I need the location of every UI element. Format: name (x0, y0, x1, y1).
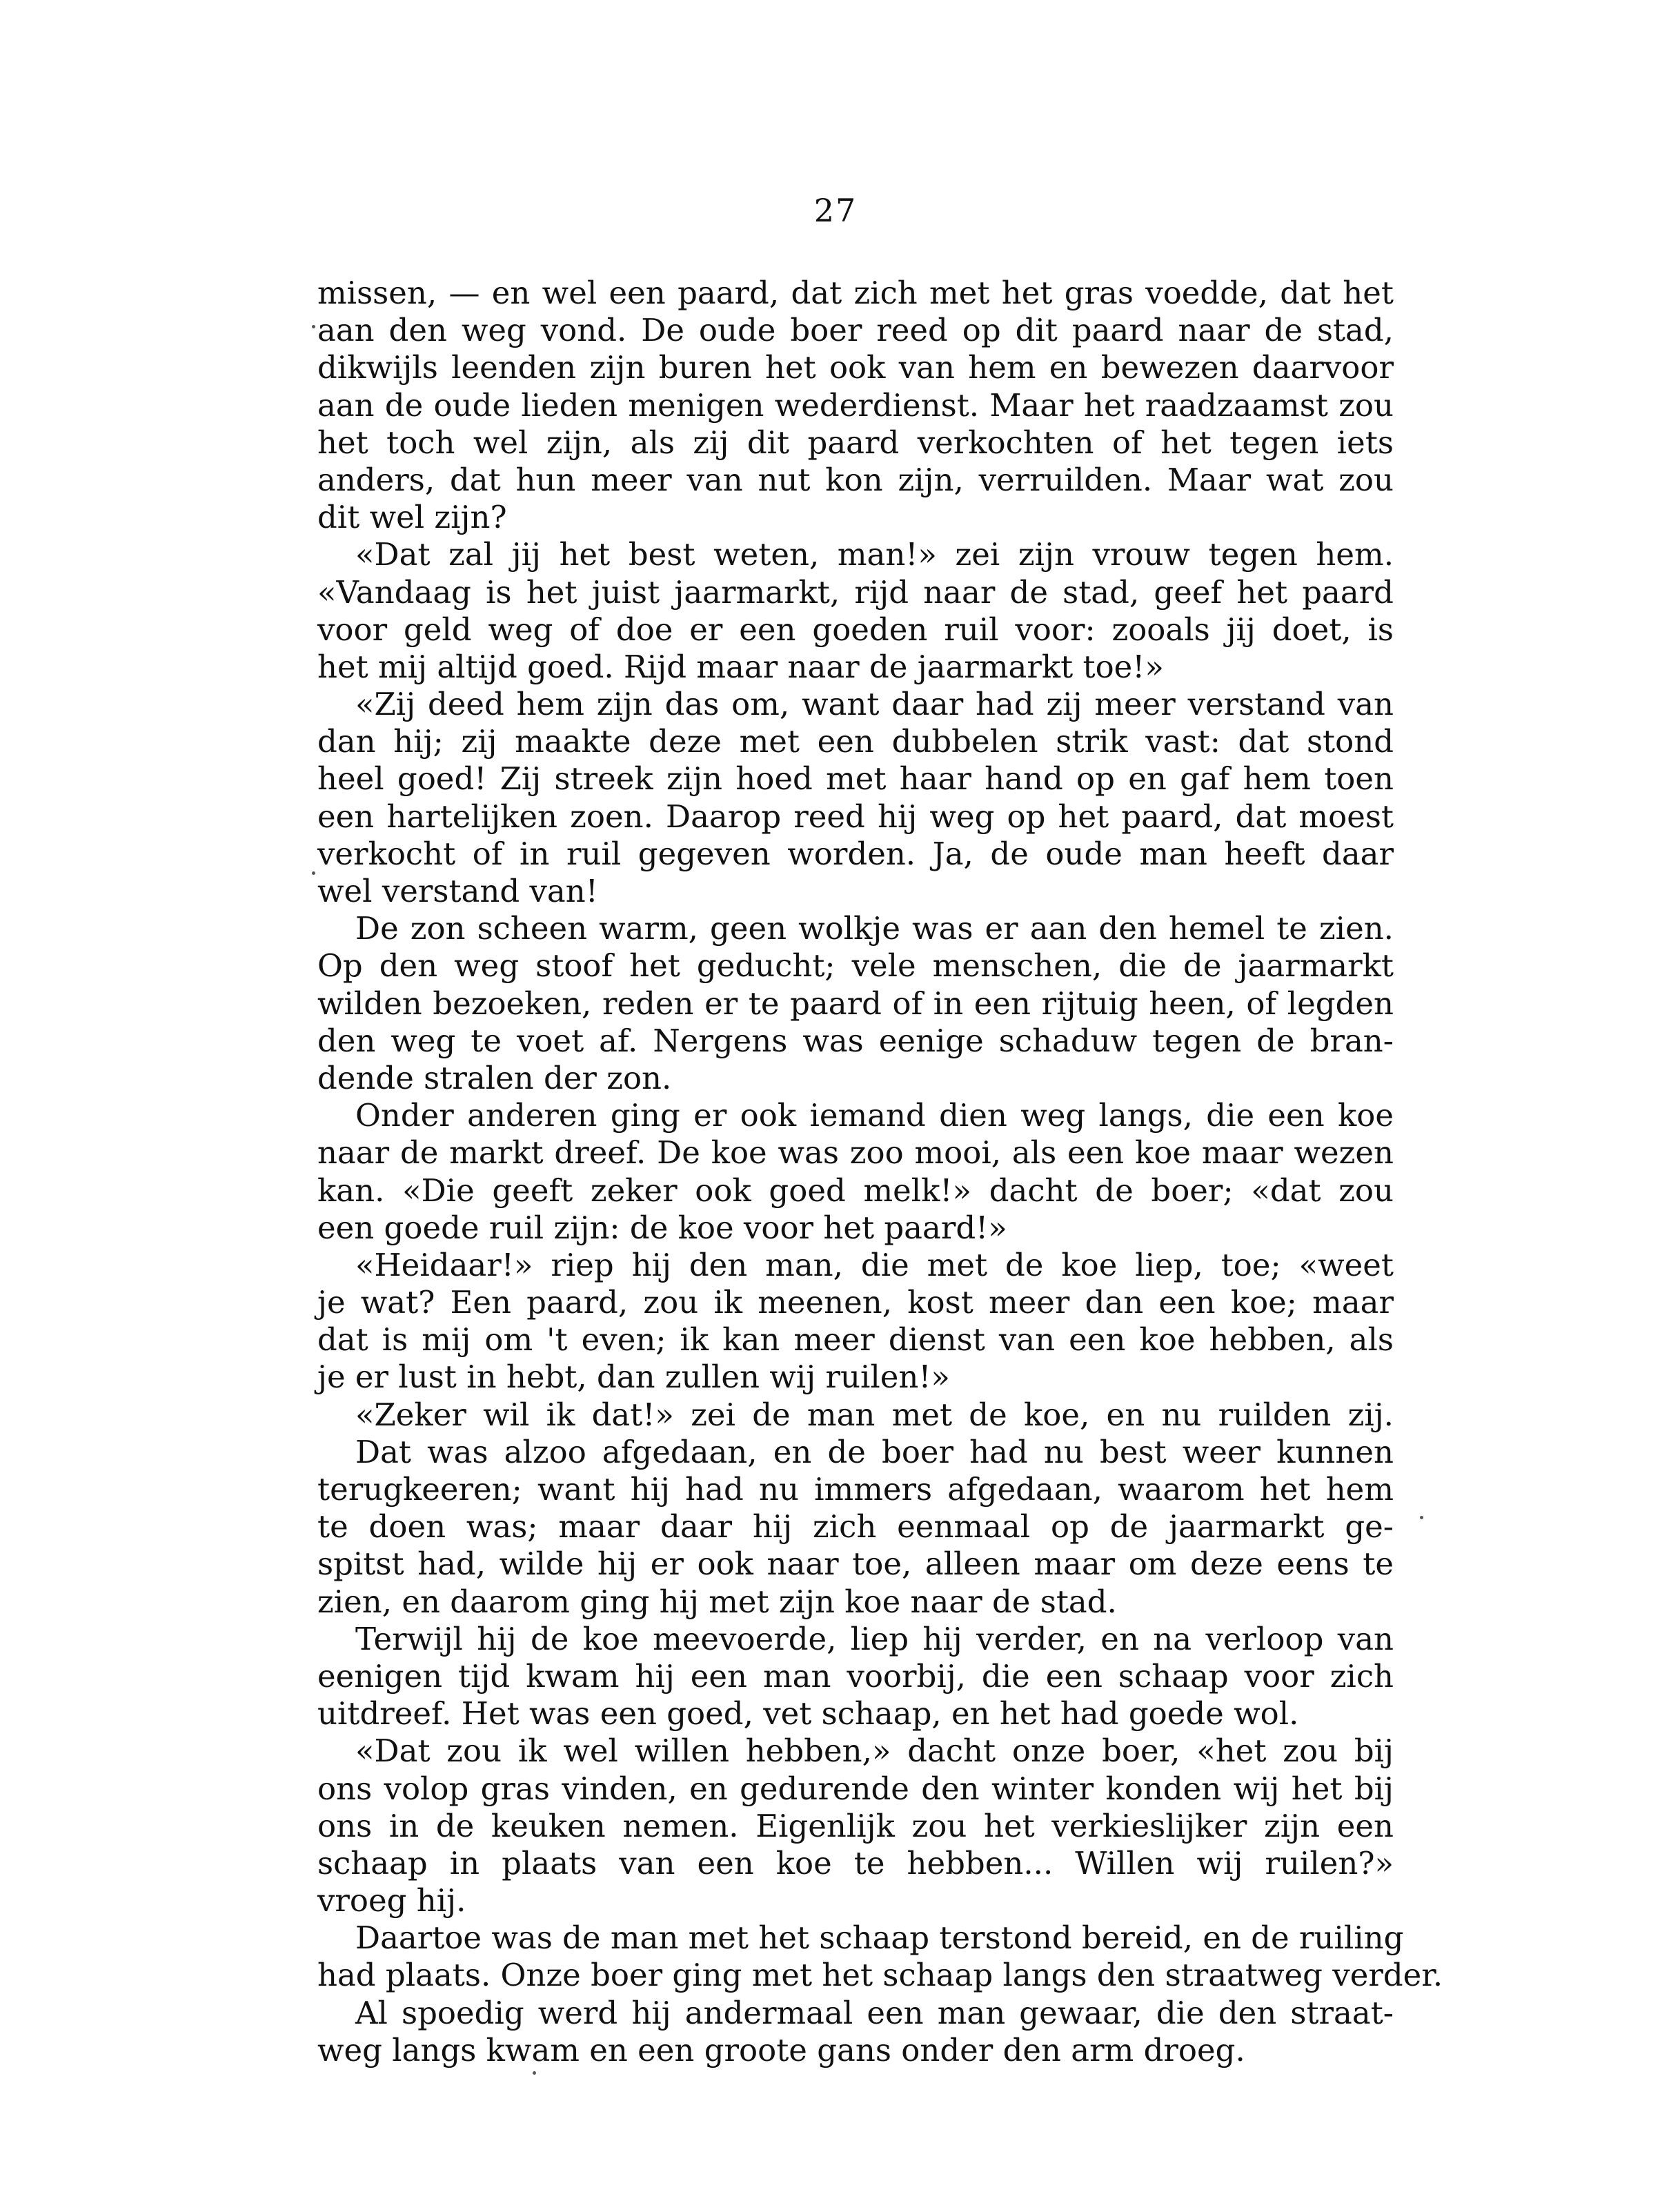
text-line: weg langs kwam en een groote gans onder den arm droeg. (317, 2031, 1245, 2068)
text-line: aan de oude lieden menigen wederdienst. Maar het raadzaamst zou (317, 386, 1394, 424)
text-line: een hartelijken zoen. Daarop reed hij weg op het paard, dat moest (317, 798, 1394, 835)
text-line: je er lust in hebt, dan zullen wij ruilen!» (317, 1359, 950, 1396)
text-line: het mij altijd goed. Rijd maar naar de jaarmarkt toe!» (317, 648, 1164, 685)
text-line: Al spoedig werd hij andermaal een man gewaar, die den straat- (355, 1994, 1394, 2031)
text-line: eenigen tijd kwam hij een man voorbij, die een schaap voor zich (317, 1657, 1394, 1695)
body-text (317, 275, 1443, 2069)
text-line: ons in de keuken nemen. Eigenlijk zou het verkieslijker zijn een (317, 1807, 1394, 1844)
text-line: dende stralen der zon. (317, 1059, 672, 1096)
text-line: naar de markt dreef. De koe was zoo mooi, als een koe maar wezen (317, 1134, 1394, 1172)
text-line: spitst had, wilde hij er ook naar toe, alleen maar om deze eens te (317, 1546, 1394, 1583)
text-line: kan. «Die geeft zeker ook goed melk!» dacht de boer; «dat zou (317, 1172, 1394, 1209)
print-speck (312, 871, 315, 875)
text-line: «Zij deed hem zijn das om, want daar had zij meer verstand van (355, 686, 1394, 723)
text-line: dikwijls leenden zijn buren het ook van hem en bewezen daarvoor (317, 349, 1394, 386)
text-line: Terwijl hij de koe meevoerde, liep hij verder, en na verloop van (355, 1620, 1394, 1657)
text-line: te doen was; maar daar hij zich eenmaal op de jaarmarkt ge- (317, 1508, 1394, 1546)
text-line: aan den weg vond. De oude boer reed op dit paard naar de stad, (317, 312, 1394, 349)
text-line: Op den weg stoof het geducht; vele menschen, die de jaarmarkt (317, 947, 1394, 985)
text-line: een goede ruil zijn: de koe voor het paard!» (317, 1209, 1007, 1246)
text-line: Dat was alzoo afgedaan, en de boer had nu best weer kunnen (355, 1433, 1394, 1470)
text-line: «Dat zou ik wel willen hebben,» dacht onze boer, «het zou bij (355, 1732, 1394, 1770)
text-line: Onder anderen ging er ook iemand dien weg langs, die een koe (355, 1097, 1394, 1134)
text-line: anders, dat hun meer van nut kon zijn, verruilden. Maar wat zou (317, 461, 1394, 498)
text-line: dat is mij om 't even; ik kan meer dienst van een koe hebben, als (317, 1321, 1394, 1359)
text-line: had plaats. Onze boer ging met het schaap langs den straatweg verder. (317, 1957, 1443, 1994)
text-line: schaap in plaats van een koe te hebben... Willen wij ruilen?» (317, 1844, 1394, 1882)
text-line: wel verstand van! (317, 873, 598, 909)
text-line: den weg te voet af. Nergens was eenige schaduw tegen de bran- (317, 1022, 1394, 1059)
print-speck (533, 2071, 536, 2075)
text-line: ons volop gras vinden, en gedurende den winter konden wij het bij (317, 1770, 1394, 1807)
text-line: Daartoe was de man met het schaap terstond bereid, en de ruiling (355, 1919, 1404, 1957)
text-line: dan hij; zij maakte deze met een dubbelen strik vast: dat stond (317, 723, 1394, 760)
text-line: De zon scheen warm, geen wolkje was er aan den hemel te zien. (355, 910, 1394, 947)
text-line: «Vandaag is het juist jaarmarkt, rijd naar de stad, geef het paard (317, 573, 1394, 611)
text-line: «Zeker wil ik dat!» zei de man met de koe, en nu ruilden zij. (355, 1396, 1394, 1433)
text-line: dit wel zijn? (317, 499, 507, 536)
text-line: uitdreef. Het was een goed, vet schaap, en het had goede wol. (317, 1695, 1299, 1732)
print-speck (1420, 1516, 1423, 1519)
text-line: terugkeeren; want hij had nu immers afgedaan, waarom het hem (317, 1471, 1394, 1508)
text-line: wilden bezoeken, reden er te paard of in een rijtuig heen, of legden (317, 985, 1394, 1022)
text-line: verkocht of in ruil gegeven worden. Ja, de oude man heeft daar (317, 835, 1394, 872)
print-speck (312, 325, 315, 328)
text-line: vroeg hij. (317, 1882, 466, 1919)
text-line: voor geld weg of doe er een goeden ruil voor: zooals jij doet, is (317, 611, 1394, 648)
text-line: «Dat zal jij het best weten, man!» zei zijn vrouw tegen hem. (355, 536, 1394, 573)
text-line: missen, — en wel een paard, dat zich met het gras voedde, dat het (317, 275, 1394, 311)
text-line: je wat? Een paard, zou ik meenen, kost meer dan een koe; maar (317, 1284, 1394, 1321)
page-number: 27 (813, 192, 858, 229)
text-line: het toch wel zijn, als zij dit paard verkochten of het tegen iets (317, 424, 1394, 461)
text-line: heel goed! Zij streek zijn hoed met haar hand op en gaf hem toen (317, 760, 1394, 798)
text-line: «Heidaar!» riep hij den man, die met de koe liep, toe; «weet (355, 1246, 1394, 1283)
text-line: zien, en daarom ging hij met zijn koe naar de stad. (317, 1583, 1117, 1620)
